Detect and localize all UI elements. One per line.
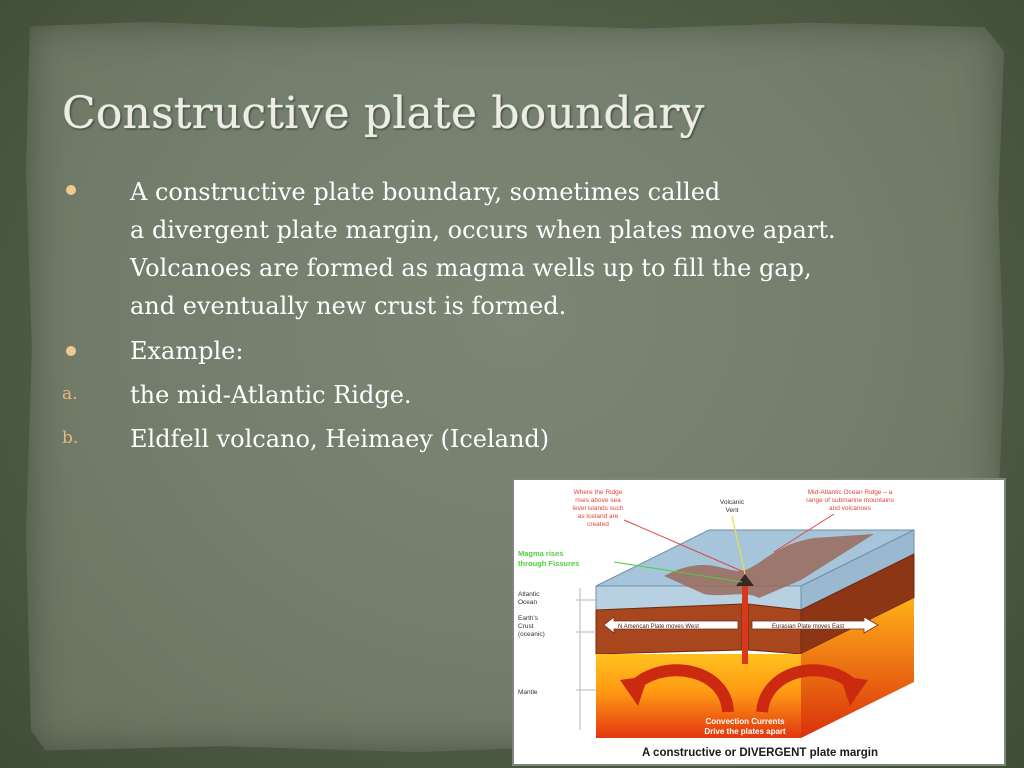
plate-right-label: Eurasian Plate moves East [772,624,845,630]
bullet-example: Example: [130,337,244,365]
definition-line: A constructive plate boundary, sometimes called [130,178,721,206]
ridge-callout-3: level islands such [572,505,624,512]
convection-label-2: Drive the plates apart [704,727,786,736]
ridge-callout-4: as Iceland are [577,513,619,520]
vent-callout-2: Vent [725,507,739,514]
example-item: the mid-Atlantic Ridge. [130,381,412,409]
item-marker-b: b. [62,428,79,448]
plate-left-label: N American Plate moves West [618,624,699,630]
diagram-caption: A constructive or DIVERGENT plate margin [641,747,879,759]
mid-callout-2: range of submarine mountains [806,497,894,504]
mantle-label: Mantle [518,689,538,696]
definition-line: Volcanoes are formed as magma wells up to fill the gap, [130,254,812,282]
item-marker-a: a. [62,384,78,404]
magma-fissure [742,584,748,664]
crust-label-3: (oceanic) [518,631,545,638]
magma-callout-1: Magma rises [518,549,564,558]
mid-callout-3: and volcanoes [829,505,871,512]
ridge-callout-1: Where the Ridge [573,489,623,496]
slide-title: Constructive plate boundary [62,88,705,139]
magma-callout-2: through Fissures [518,559,580,568]
convection-label-1: Convection Currents [705,717,785,726]
example-item: Eldfell volcano, Heimaey (Iceland) [130,425,550,453]
bullet-definition [130,173,1000,325]
ridge-callout-5: created [587,521,609,528]
definition-line: a divergent plate margin, occurs when plates move apart. [130,216,836,244]
ocean-label-1: Atlantic [518,591,540,598]
bullet-icon [66,346,76,356]
crust-label-2: Crust [518,623,534,630]
ocean-label-2: Ocean [518,599,538,606]
mid-callout-1: Mid-Atlantic Ocean Ridge – a [807,489,893,496]
bullet-icon [66,185,76,195]
plate-margin-diagram [512,478,1006,766]
crust-label-1: Earth's [518,615,539,622]
definition-line: and eventually new crust is formed. [130,292,567,320]
vent-callout-1: Volcanic [719,499,745,506]
ridge-callout-2: rises above sea [575,497,621,504]
